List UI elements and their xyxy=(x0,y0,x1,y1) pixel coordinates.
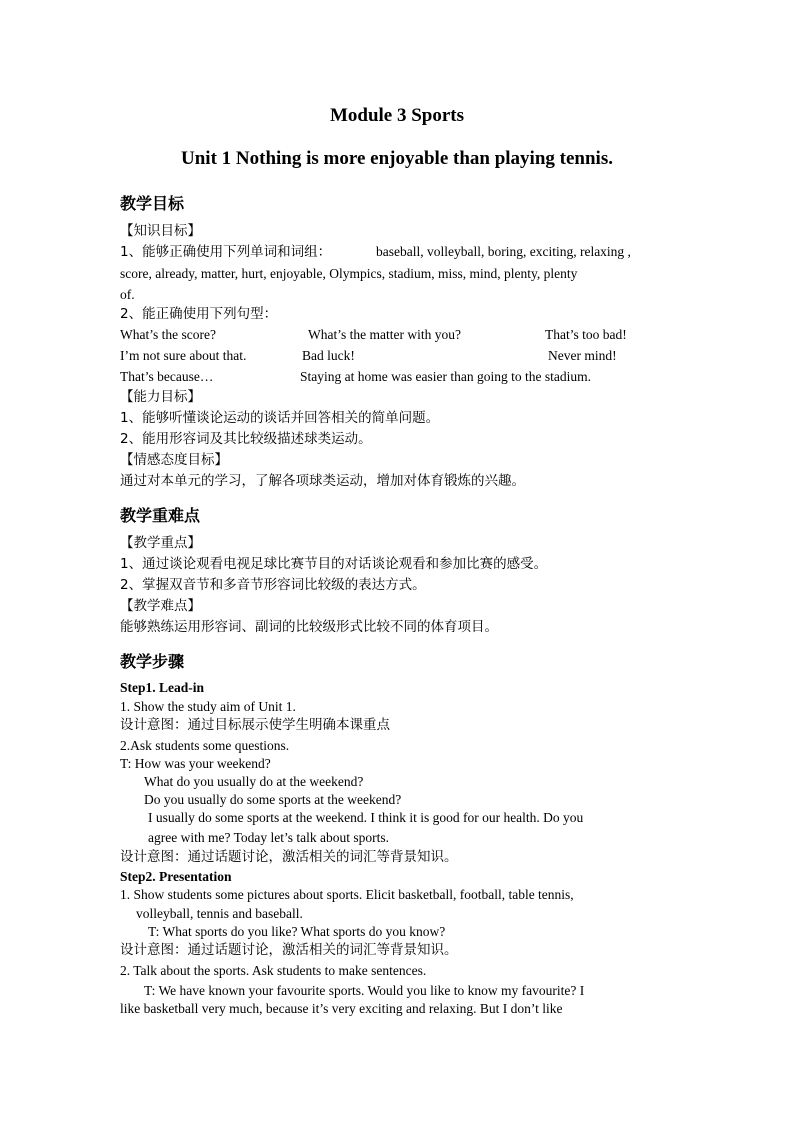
sentence-pattern: That’s too bad! xyxy=(545,327,627,342)
knowledge-item-1 xyxy=(120,243,676,261)
sentence-pattern: Staying at home was easier than going to the stadium. xyxy=(300,369,591,384)
knowledge-item-2: 2、能正确使用下列句型： xyxy=(120,306,278,322)
sentence-pattern: That’s because… xyxy=(120,369,214,384)
sentence-pattern: Never mind! xyxy=(548,348,617,363)
ability-item-2: 2、能用形容词及其比较级描述球类运动。 xyxy=(120,431,372,447)
step1-item-1: 1. Show the study aim of Unit 1. xyxy=(120,699,296,714)
step1-teacher-talk-cont: agree with me? Today let’s talk about sports. xyxy=(148,830,389,845)
step2-item-1-cont: volleyball, tennis and baseball. xyxy=(136,906,303,921)
focus-heading: 【教学重点】 xyxy=(120,535,201,551)
sentence-pattern: What’s the score? xyxy=(120,327,216,342)
step2-item-2: 2. Talk about the sports. Ask students to make sentences. xyxy=(120,963,427,978)
difficulty-item-1: 能够熟练运用形容词、副词的比较级形式比较不同的体育项目。 xyxy=(120,619,498,635)
sentence-pattern: I’m not sure about that. xyxy=(120,348,247,363)
knowledge-item-1-prefix: 1、能够正确使用下列单词和词组： xyxy=(120,244,332,260)
section-heading-steps: 教学步骤 xyxy=(120,652,185,671)
step2-teacher-talk-cont: like basketball very much, because it’s very exciting and relaxing. But I don’t like xyxy=(120,1001,563,1016)
focus-item-1: 1、通过谈论观看电视足球比赛节目的对话谈论观看和参加比赛的感受。 xyxy=(120,556,548,572)
emotion-item-1: 通过对本单元的学习，了解各项球类运动，增加对体育锻炼的兴趣。 xyxy=(120,473,525,489)
knowledge-item-1-words: baseball, volleyball, boring, exciting, relaxing , xyxy=(376,244,631,259)
step2-heading: Step2. Presentation xyxy=(120,869,232,884)
ability-item-1: 1、能够听懂谈论运动的谈话并回答相关的简单问题。 xyxy=(120,410,440,426)
step2-teacher-talk: T: We have known your favourite sports. Would you like to know my favourite? I xyxy=(144,983,585,998)
emotion-heading: 【情感态度目标】 xyxy=(120,452,228,468)
knowledge-item-1-line2: score, already, matter, hurt, enjoyable, Olympics, stadium, miss, mind, plenty, plenty xyxy=(120,266,578,281)
step1-question: Do you usually do some sports at the weekend? xyxy=(144,792,402,807)
sentence-pattern: What’s the matter with you? xyxy=(308,327,461,342)
step1-teacher-talk: I usually do some sports at the weekend. I think it is good for our health. Do you xyxy=(148,810,584,825)
sentence-pattern: Bad luck! xyxy=(302,348,355,363)
step2-teacher-question: T: What sports do you like? What sports do you know? xyxy=(148,924,446,939)
module-title: Module 3 Sports xyxy=(329,105,465,126)
difficulty-heading: 【教学难点】 xyxy=(120,598,201,614)
unit-title: Unit 1 Nothing is more enjoyable than playing tennis. xyxy=(181,148,613,169)
step1-design-intent-1: 设计意图：通过目标展示使学生明确本课重点 xyxy=(120,717,390,733)
step2-design-intent: 设计意图：通过话题讨论，激活相关的词汇等背景知识。 xyxy=(120,942,458,958)
focus-item-2: 2、掌握双音节和多音节形容词比较级的表达方式。 xyxy=(120,577,426,593)
ability-heading: 【能力目标】 xyxy=(120,389,201,405)
step1-heading: Step1. Lead-in xyxy=(120,680,205,695)
step1-design-intent-2: 设计意图：通过话题讨论，激活相关的词汇等背景知识。 xyxy=(120,849,458,865)
step2-item-1: 1. Show students some pictures about sports. Elicit basketball, football, table tennis, xyxy=(120,887,574,902)
step1-question: What do you usually do at the weekend? xyxy=(144,774,364,789)
step1-item-2: 2.Ask students some questions. xyxy=(120,738,290,753)
step1-question: T: How was your weekend? xyxy=(120,756,271,771)
knowledge-item-1-line3: of. xyxy=(120,287,135,302)
knowledge-heading: 【知识目标】 xyxy=(120,223,201,239)
section-heading-objectives: 教学目标 xyxy=(120,194,185,213)
section-heading-keypoints: 教学重难点 xyxy=(120,506,201,525)
